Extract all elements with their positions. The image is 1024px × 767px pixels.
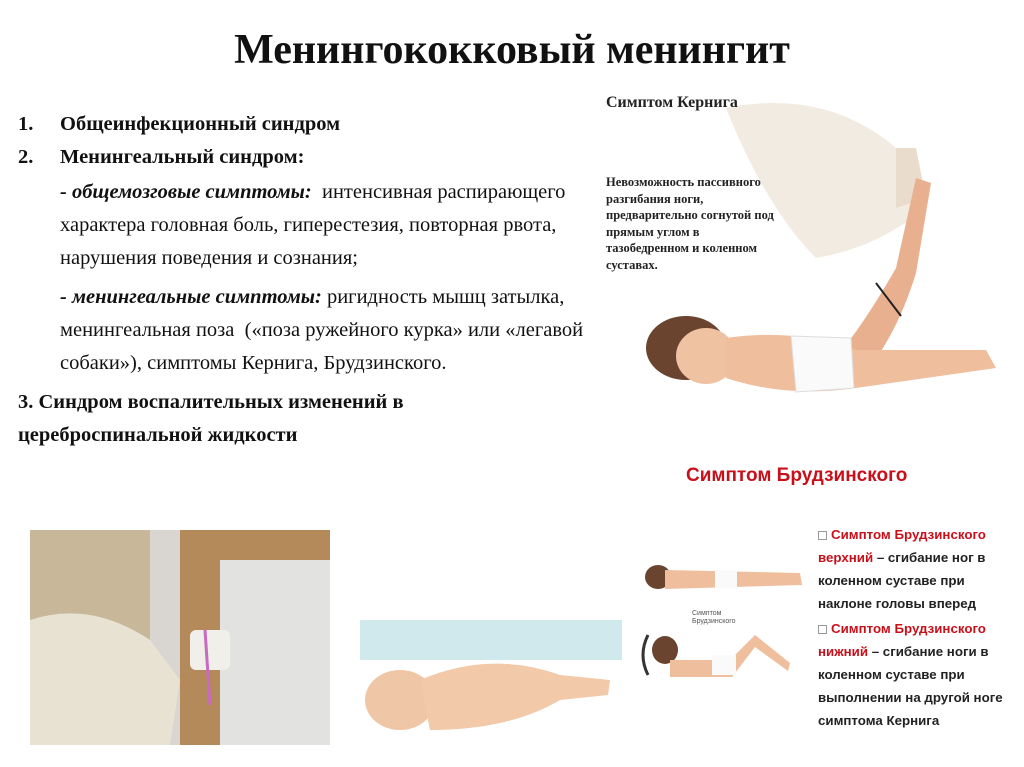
sub-label: - менингеальные симптомы: bbox=[60, 286, 322, 308]
item-text: Синдром воспалительных изменений в цереброспинальной жидкости bbox=[18, 391, 404, 446]
list-item-3 bbox=[18, 386, 538, 452]
item-number: 1. bbox=[18, 113, 34, 135]
item-number: 2. bbox=[18, 146, 34, 168]
sub-text: интенсивная распирающего характера головная боль, гиперестезия, повторная рвота, нарушения поведения и сознания; bbox=[60, 181, 571, 269]
sub-text: ригидность мышц затылка, менингеальная поза («поза ружейного курка» или «легавой собаки»), симптомы Кернига, Брудзинского. bbox=[60, 286, 589, 374]
brudzinski-lower bbox=[818, 617, 1018, 732]
upper-label: Симптом Брудзинского верхний bbox=[818, 527, 986, 565]
sub-item-cerebral bbox=[18, 176, 618, 275]
list-item-1 bbox=[18, 108, 618, 141]
item-number: 3. bbox=[18, 391, 34, 413]
upper-text: – сгибание ног в коленном суставе при наклоне головы вперед bbox=[818, 550, 986, 611]
brudzinski-title: Симптом Брудзинского bbox=[686, 465, 908, 486]
sub-item-meningeal bbox=[18, 281, 618, 380]
item-text: Менингеальный синдром: bbox=[60, 146, 305, 168]
brudzinski-drawing bbox=[640, 455, 815, 735]
kernig-title: Симптом Кернига bbox=[606, 94, 738, 111]
kernig-illustration bbox=[596, 88, 1016, 418]
kernig-description: Невозможность пассивного разгибания ноги, предварительно согнутой под прямым углом в тазобедренном и коленном суставах. bbox=[606, 175, 774, 272]
sub-label: - общемозговые симптомы: bbox=[60, 181, 312, 203]
meningeal-pose-illustration bbox=[360, 620, 622, 745]
bullet-checkbox-icon bbox=[818, 531, 827, 540]
brudzinski-upper bbox=[818, 523, 1018, 615]
bullet-checkbox-icon bbox=[818, 625, 827, 634]
main-text bbox=[18, 108, 618, 452]
brudzinski-illustration bbox=[640, 455, 1020, 735]
slide-title: Менингококковый менингит bbox=[234, 27, 790, 73]
lumbar-puncture-photo bbox=[30, 530, 330, 745]
list-item-2 bbox=[18, 141, 618, 174]
lower-label: Симптом Брудзинского нижний bbox=[818, 621, 986, 659]
item-text: Общеинфекционный синдром bbox=[60, 113, 341, 135]
lower-text: – сгибание ноги в коленном суставе при выполнении на другой ноге симптома Кернига bbox=[818, 644, 1003, 728]
brudzinski-caption: Симптом Брудзинского bbox=[692, 610, 736, 625]
